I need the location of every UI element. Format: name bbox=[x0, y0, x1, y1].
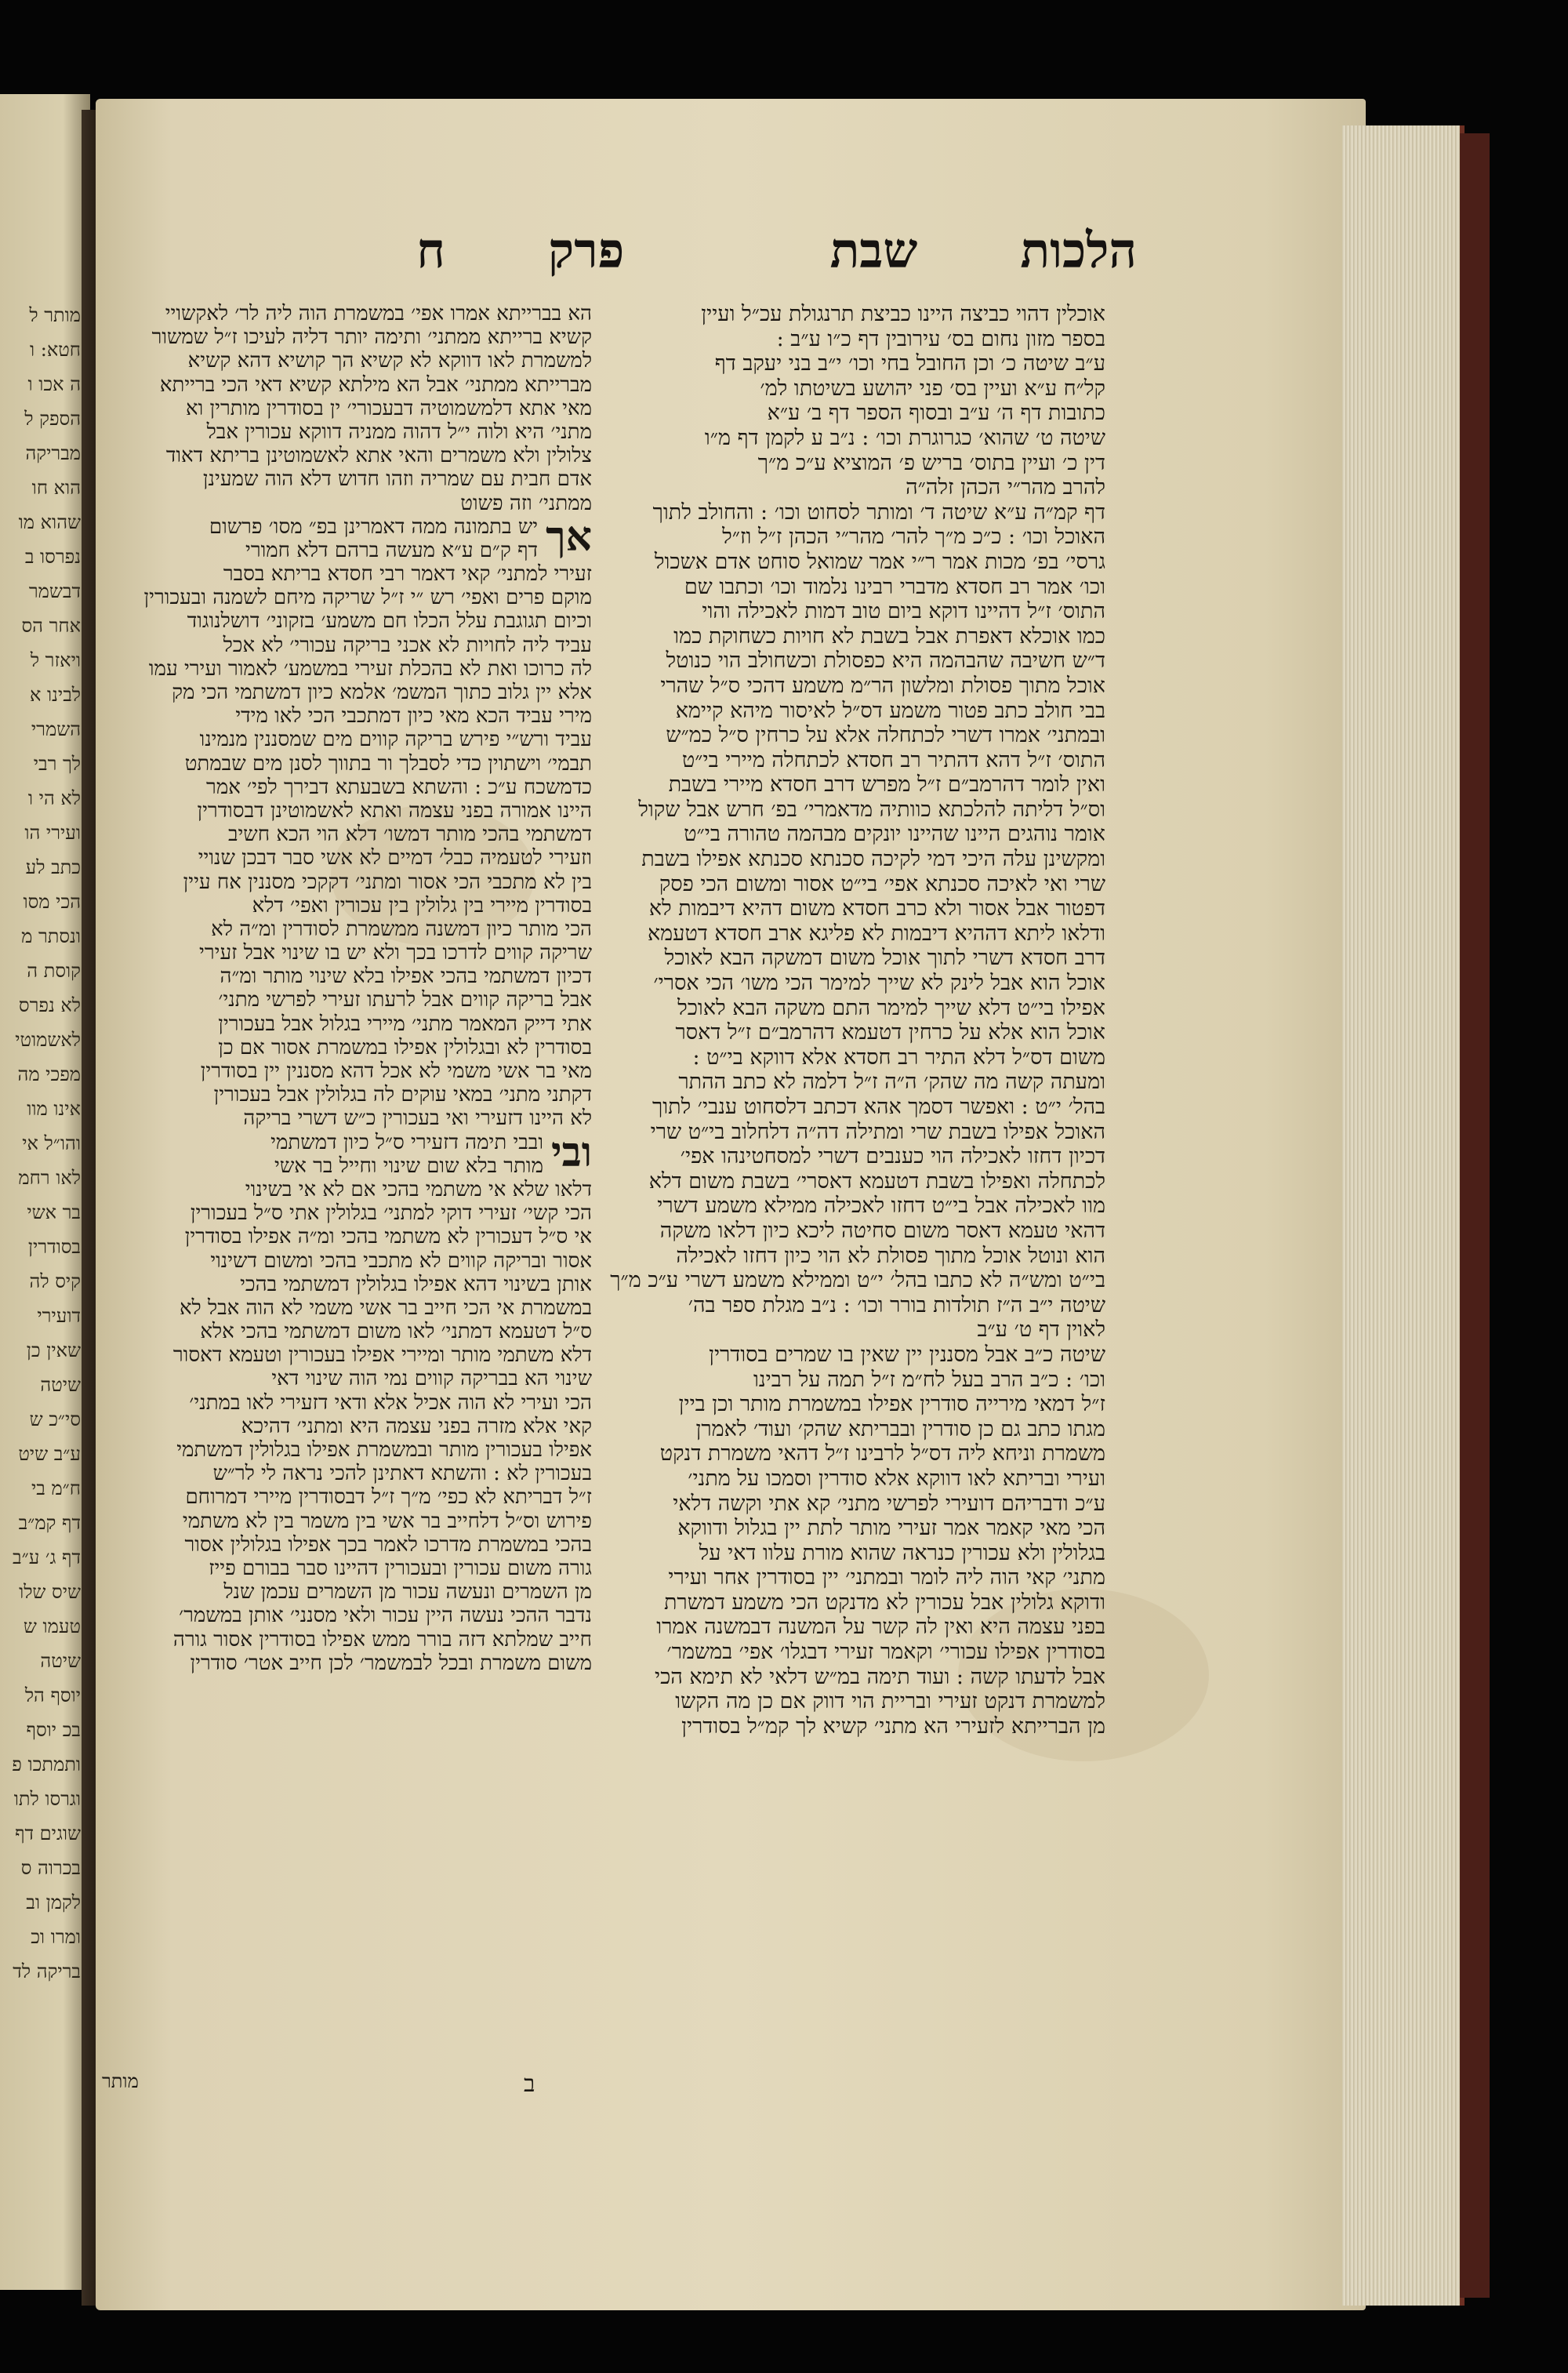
text-line: שיטה כ״ב אבל מסננין יין שאין בו שמרים בסודרין bbox=[709, 1342, 1105, 1367]
text-line: אי ס״ל דעכורין לא משתמי בהכי ומ״ה אפילו בסודרין bbox=[184, 1225, 592, 1249]
text-line: דקתני מתני׳ במאי עוקים לה בגלולין אבל בעכורין bbox=[213, 1083, 592, 1107]
text-line: דלא משתמי מותר ומיירי אפילו בעכורין וטעמא דאסור bbox=[172, 1343, 592, 1368]
text-line: שיטה י״ב ה״ז תולדות בורר וכו׳ : נ״ב מגלת ספר בה׳ bbox=[688, 1292, 1105, 1317]
text-line: ז״ל דמאי מירייה סודרין אפילו במשמרת מותר וכן ביין bbox=[678, 1392, 1105, 1417]
fragment-line: אינו מוו bbox=[27, 1098, 81, 1120]
text-line: אפילו בי״ט דלא שייך למימר התם משקה הבא לאוכל bbox=[677, 995, 1105, 1020]
text-line: לכתחלה ואפילו בשבת דטעמא דאסרי׳ בשבת משום דלא bbox=[648, 1168, 1105, 1194]
text-line: מאי בר אשי משמי לא אכל דהא מסננין יין בסודרין bbox=[200, 1059, 592, 1083]
text-line: קשיא ברייתא ממתני׳ ותימה יותר דליה לעיכו ז״ל שמשור bbox=[151, 325, 592, 350]
text-line: גרסי׳ בפ׳ מכות אמר ר״י אמר שמואל סוחט אדם אשכול bbox=[654, 549, 1105, 574]
text-line: האוכל וכו׳ : כ״כ מ״ך להר׳ מהר״י הכהן ז״ל וז״ל bbox=[722, 525, 1105, 550]
text-line: אפילו בעכורין מותר ובמשמרת אפילו בגלולין דמשתמי bbox=[176, 1438, 592, 1462]
fragment-line: חטא: ו bbox=[30, 339, 81, 361]
text-line: וזעירי לטעמיה כבל׳ דמיים לא אשי סבר דבכן שנויי bbox=[198, 846, 592, 870]
text-line: אוכלין דהוי כביצה היינו כביצת תרנגולת עכ״ל ועיין bbox=[701, 302, 1105, 326]
text-line: שיטה ט׳ שהוא׳ כגרוגרת וכו׳ : נ״ב ע לקמן דף מ״ו bbox=[704, 425, 1105, 450]
text-line: כדמשכח ע״כ : והשתא בשבעתא דבירך לפי׳ אמר bbox=[206, 775, 592, 799]
fragment-line: דף ג׳ ע״ב bbox=[13, 1546, 81, 1568]
text-line: משום משמרת ובכל לבמשמר׳ לכן חייב אטר׳ סודרין bbox=[190, 1651, 592, 1675]
section-initial-word: ובי bbox=[551, 1128, 592, 1176]
fragment-line: כתב לע bbox=[25, 856, 81, 878]
fragment-line: אחר הס bbox=[21, 615, 81, 637]
book-cover bbox=[1460, 133, 1490, 2298]
text-line: התוס׳ ז״ל דהיינו דוקא ביום טוב דמות לאכילה והוי bbox=[702, 599, 1105, 624]
text-line: בספר מזון נחום בס׳ עירובין דף כ״ו ע״ב : bbox=[776, 326, 1105, 351]
text-line: משום דס״ל דלא התיר רב חסדא אלא דווקא בי״ט : bbox=[692, 1045, 1105, 1070]
text-line: אבל בריקה קווים אבל לרעתו זעירי לפרשי מתני׳ bbox=[218, 988, 592, 1012]
text-line: זעירי למתני׳ קאי דאמר רבי חסדא בריתא בסבר bbox=[223, 562, 592, 587]
text-line: דין כ׳ ועיין בתוס׳ בריש פ׳ המוציא ע״כ מ״ך bbox=[757, 450, 1105, 475]
text-line: לא היינו דזעירי ואי בעכורין כ״ש דשרי בריקה bbox=[243, 1107, 592, 1131]
text-line: ובבי תימה דזעירי ס״ל כיון דמשתמי bbox=[270, 1130, 543, 1154]
fragment-line: קיס לה bbox=[29, 1270, 81, 1292]
text-line: מן השמרים ונעשה עכור מן השמרים עכמן שנל bbox=[223, 1580, 592, 1604]
fragment-line: מבריקה bbox=[25, 442, 81, 464]
text-line: נדבר ההכי נעשה היין עכור ולאי מסנני׳ אותן במשמר׳ bbox=[179, 1604, 592, 1628]
text-line: דמשתמי בהכי מותר דמשו׳ דלא הוי הכא חשיב bbox=[227, 823, 592, 847]
fragment-line: יוסף הל bbox=[24, 1684, 81, 1706]
text-line: בבי חולב כתב פטור משמע דס״ל לאיסור מיהא קיימא bbox=[675, 698, 1105, 723]
text-line: למשמרת לאו דווקא לא קשיא הך קושיא דהא קשיא bbox=[187, 349, 592, 373]
fragment-line: שיטה bbox=[40, 1650, 81, 1672]
fragment-line: לבינו א bbox=[29, 684, 81, 706]
text-line: ודוקא גלולין אבל עכורין לא מדנקט הכי משמע דמשרת bbox=[663, 1590, 1105, 1615]
header-chapter-number: ח bbox=[416, 222, 445, 279]
text-line: בסודרין מיירי בין גלולין בין עכורין ואפי׳ דלא bbox=[252, 893, 592, 918]
text-line: ע״ב שיטה כ׳ וכן החובל בחי וכו׳ י״ב בני יעקב דף bbox=[714, 351, 1105, 376]
fragment-line: השמרי bbox=[31, 718, 81, 740]
fragment-line: נפרסו ב bbox=[24, 546, 81, 568]
fragment-line: וגרסו לתו bbox=[13, 1788, 81, 1810]
fragment-line: דועירי bbox=[37, 1305, 81, 1327]
page-edges bbox=[1342, 125, 1465, 2306]
fragment-line: בכרוה ס bbox=[20, 1857, 81, 1879]
text-line: עביד ליה לחויות לא אכני בריקה עכורי׳ לא אכל bbox=[223, 633, 592, 657]
fragment-line: שיס שלו bbox=[19, 1581, 81, 1603]
text-line: למשמרת דנקט זעירי ובריית הוי דווק אם כן מה הקשו bbox=[675, 1689, 1105, 1714]
text-line: מתני׳ היא ולוה י״ל דהוה ממניה דווקא עכורין אבל bbox=[206, 420, 592, 444]
text-line: ודלאו ליתא דההיא דיבמות לא פליגא ארב חסדא דטעמא bbox=[647, 921, 1105, 946]
fragment-line: לאשמוטי bbox=[15, 1029, 81, 1051]
text-line: אדם חבית עם שמריה וזהו חדוש דלא הוה שמעינן bbox=[202, 467, 592, 492]
text-line: וכיום תגוגבת עלל הכלו חם משמע׳ בזקוני׳ דושלנוגוד bbox=[187, 609, 592, 634]
fragment-line: ע״ב שיט bbox=[18, 1443, 81, 1465]
fragment-line: בריקה לד bbox=[13, 1961, 81, 1982]
fragment-line: טעמו ש bbox=[23, 1615, 81, 1637]
text-line: דכיון דחזו לאכילה הוי כענבים דשרי למסחטינהו אפי׳ bbox=[680, 1144, 1105, 1169]
text-line: ועירי ובריתא לאו דווקא אלא סודרין וסמכו על מתני׳ bbox=[688, 1466, 1105, 1491]
text-line: הכי מאי קאמר אמר זעירי מותר לתת יין בגלול ודווקא bbox=[677, 1516, 1105, 1541]
text-line: במשמרת אי הכי חייב בר אשי משמי לא הוה אבל לא bbox=[179, 1296, 592, 1320]
text-line: מברייתא ממתני׳ אבל הא מילתא קשיא דאי הכי ברייתא bbox=[159, 372, 592, 397]
text-line: ע״כ ודבריהם דועירי לפרשי מתני׳ קא אתי וקשה דלאי bbox=[673, 1491, 1105, 1516]
text-line: היינו אמורה בפני עצמה ואתא לאשמוטינן דבסודרין bbox=[197, 798, 592, 823]
text-line: בפני עצמה היא ואין לה קשר על המשנה דבמשנה אמרו bbox=[656, 1615, 1105, 1640]
text-line: להרב מהר״י הכהן זלה״ה bbox=[906, 475, 1105, 500]
running-header bbox=[314, 212, 1137, 290]
text-line: מתני׳ קאי הוה ליה לומר ובמתני׳ יין בסודרין אחר ועירי bbox=[668, 1565, 1105, 1590]
fragment-line: קוסת ה bbox=[27, 960, 81, 982]
fragment-line: הכי מסו bbox=[23, 891, 81, 913]
fragment-line: מותר ל bbox=[29, 304, 81, 326]
fragment-line: ומרו וכ bbox=[31, 1926, 81, 1948]
fragment-line: ה אכו ו bbox=[27, 373, 81, 395]
text-line: אותן בשינוי דהא אפילו בגלולין דמשתמי בהכי bbox=[240, 1272, 592, 1296]
text-line: הא בברייתא אמרו אפי׳ במשמרת הוה ליה לר׳ לאקשויי bbox=[165, 302, 592, 325]
fragment-line: לך רבי bbox=[33, 753, 81, 775]
text-line: ז״ל דבריתא לא כפי׳ מ״ך ז״ל דבסודרין מיירי דמרוחם bbox=[185, 1485, 592, 1510]
fragment-line: בסודרין bbox=[27, 1236, 81, 1258]
text-line: וכו׳ אמר רב חסדא מדברי רבינו נלמוד וכו׳ וכתבו שם bbox=[684, 574, 1105, 599]
fragment-line: דף קמ״ב bbox=[18, 1512, 81, 1534]
right-text-column bbox=[604, 302, 1105, 1739]
text-line: כמו אוכלא דאפרת אבל בשבת לא חויות כשחוקת כמו bbox=[673, 623, 1105, 649]
fragment-line: והו״ל אי bbox=[22, 1132, 81, 1154]
fragment-line: מפכי מה bbox=[17, 1063, 81, 1085]
fragment-line: דבשמר bbox=[28, 580, 81, 602]
text-line: דלאו שלא אי משתמי בהכי אם לא אי בשינוי bbox=[245, 1177, 592, 1201]
text-line: אסור ובריקה קווים לא מתכבי בהכי ומשום דשינוי bbox=[210, 1248, 592, 1273]
fragment-line: סי״כ ש bbox=[29, 1408, 81, 1430]
text-line: מגתו כתב גם כן סודרין ובבריתא שהק׳ ועוד׳ לאמרן bbox=[695, 1416, 1105, 1441]
text-line: דף קמ״ה ע״א שיטה ד׳ ומותר לסחוט וכו׳ : והחולב לתוך bbox=[652, 500, 1105, 525]
text-line: קאי אלא מזרה בפני עצמה היא ומתני׳ דהיכא bbox=[241, 1414, 592, 1438]
text-line: ממתני׳ וזה פשוט bbox=[460, 491, 592, 515]
text-line: ס״ל דטעמא דמתני׳ לאו משום דמשתמי בהכי אלא bbox=[200, 1320, 592, 1344]
text-line: דכיון דמשתמי בהכי אפילו בלא שינוי מותר ומ״ה bbox=[220, 965, 592, 989]
text-line: הוא ונוטל אוכל מתוך פסולת לא הוי כיון דחזו לאכילה bbox=[676, 1243, 1105, 1268]
fragment-line: לא נפרס bbox=[18, 994, 81, 1016]
text-line: אתי דייק המאמר מתני׳ מיירי בגלול אבל בעכורין bbox=[218, 1012, 592, 1036]
previous-page-text bbox=[6, 298, 81, 1989]
fragment-line: שאין כן bbox=[26, 1339, 81, 1361]
previous-page-fragment bbox=[0, 94, 90, 2290]
text-line: אבל לדעתו קשה : ועוד תימה במ״ש דלאי לא תימא הכי bbox=[655, 1664, 1105, 1689]
text-line: עביד ורש״י פירש בריקה קווים מים שמסננין מנמינו bbox=[199, 728, 592, 752]
fragment-line: ונסתר מ bbox=[21, 925, 81, 947]
text-line: מותר בלא שום שינוי וחייל בר אשי bbox=[274, 1154, 543, 1178]
text-line: ומקשינן עלה היכי דמי לקיכה סכנתא סכנתא אפילו בשבת bbox=[641, 847, 1105, 872]
text-line: גורה משום עכורין ובעכורין דהיינו סבר בבורם פייז bbox=[209, 1556, 592, 1580]
text-line: צלולין ולא משמרים והאי אתא לאשמוטינן בריתא דאוד bbox=[165, 444, 592, 468]
text-line: דהאי טעמא דאסר משום סחיטה ליכא כיון דלאו משקה bbox=[659, 1218, 1105, 1243]
header-chapter-label: פרק bbox=[548, 222, 625, 279]
fragment-line: ועירי הו bbox=[24, 822, 81, 844]
text-line: בהל׳ י״ט : ואפשר דסמך אהא דכתב דלסחוט ענבי׳ לתוך bbox=[652, 1095, 1105, 1119]
left-text-column bbox=[106, 302, 592, 1675]
text-line: בסודרין אפילו עכורי׳ וקאמר זעירי דבגלו׳ אפי׳ במשמר׳ bbox=[666, 1640, 1105, 1665]
text-line: וס״ל דליתה להלכתא כוותיה מדאמרי׳ בפ׳ חרש אבל שקול bbox=[638, 797, 1105, 822]
text-line: ומעתה קשה מה שהק׳ ה״ה ז״ל דלמה לא כתב ההתר bbox=[678, 1070, 1105, 1095]
text-line: בגלולין ולא עכורין כנראה שהוא מורת עלוו דאי על bbox=[699, 1540, 1105, 1565]
text-line: קל״ח ע״א ועיין בס׳ פני יהושע בשיטתו למ׳ bbox=[760, 376, 1105, 401]
text-line: דף ק״ם ע״א מעשה ברהם דלא חמורי bbox=[245, 538, 539, 562]
text-line: פירוש וס״ל דלחייב בר אשי בין משמר בין לא משתמי bbox=[182, 1509, 592, 1533]
text-line: כתובות דף ה׳ ע״ב ובסוף הספר דף ב׳ ע״א bbox=[767, 401, 1105, 426]
header-title: הלכות bbox=[1020, 222, 1137, 279]
fragment-line: שיטה bbox=[40, 1374, 81, 1396]
text-line: אוכל מתוך פסולת ומלשון הר״מ משמע דהכי ס״ל שהרי bbox=[660, 673, 1105, 698]
text-line: אומר נוהגים היינו שהיינו יונקים מבהמה טהורה בי״ט bbox=[684, 822, 1105, 847]
text-line: בסודרין לא ובגלולין אפילו במשמרת אסור אם כן bbox=[218, 1035, 592, 1059]
fragment-line: ח״מ בי bbox=[31, 1477, 81, 1499]
text-line: אלא יין גלוב כתוך המשמ׳ אלמא כיון דמשתמי הכי מק bbox=[172, 681, 592, 704]
text-line: אוכל הוא אלא על כרחין דטעמא דהרמב״ם ז״ל דאסר bbox=[675, 1020, 1105, 1045]
fragment-line: שהוא מו bbox=[18, 511, 81, 533]
text-line: התוס׳ ז״ל דהא דהתיר רב חסדא לכתחלה מיירי בי״ט bbox=[681, 747, 1105, 772]
text-line: בהכי במשמרת מדרכו לאמר בכך אפילו בגלולין אסור bbox=[184, 1532, 592, 1557]
fragment-line: בכ יוסף bbox=[26, 1719, 81, 1741]
text-line: האוכל אפילו בשבת שרי ומתילה דה״ה דלחלוב בי״ט שרי bbox=[650, 1119, 1105, 1144]
text-line: ד״ש חשיבה שהבהמה היא כפסולת וכשחולב הוי כנוטל bbox=[666, 649, 1105, 674]
section-initial-word: אך bbox=[546, 512, 592, 561]
text-line: יש בתמונה ממה דאמרינן בפ״ מסו׳ פרשום bbox=[209, 514, 539, 539]
fragment-line: ותמתכו פ bbox=[12, 1753, 81, 1775]
text-line: בי״ט ומש״ה לא כתבו בהל׳ י״ט וממילא משמע דשרי ע״כ מ״ך bbox=[610, 1268, 1105, 1293]
text-line: ובמתני׳ אמרו דשרי לכתחלה אלא על כרחין ס״ל כמ״ש bbox=[666, 723, 1105, 748]
text-line: אוכל הוא אבל לינק לא שייך למימר הכי משו׳ הכי אסרי׳ bbox=[653, 971, 1105, 996]
text-line: תבמי׳ וישתוין כדי לסבלך ור בתווך לסנן מים שבמתט bbox=[184, 751, 592, 776]
text-line: הכי ועירי לא הוה אכיל אלא ודאי דזעירי לאו במתני׳ bbox=[189, 1390, 592, 1415]
fragment-line: לקמן וב bbox=[26, 1891, 81, 1913]
text-line: בין לא מתכבי הכי אסור ומתני׳ דקקכי מסננין אח עיין bbox=[183, 870, 592, 894]
fragment-line: הוא חו bbox=[31, 477, 81, 499]
fragment-line: לאו רחמ bbox=[18, 1167, 81, 1189]
text-line: שרי ואי לאיכה סכנתא אפי׳ בי״ט אסור ומשום הכי פסק bbox=[659, 871, 1105, 896]
text-line: לאוין דף ט׳ ע״ב bbox=[977, 1317, 1105, 1343]
fragment-line: שוגים דף bbox=[15, 1822, 81, 1844]
text-line: חייב שמלתא דזה בורר ממש אפילו בסודרין אסור גורה bbox=[172, 1627, 592, 1652]
text-line: משמרת וניחא ליה דס״ל לרבינו ז״ל דהאי משמרת דנקט bbox=[659, 1441, 1105, 1466]
text-line: דרב חסדא דשרי לתוך אוכל משום דמשקה הבא לאוכל bbox=[664, 946, 1105, 971]
signature-mark: ב bbox=[524, 2070, 535, 2098]
text-line: מאי אתא דלמשמוטיה דבעכורי׳ ין בסודרין מותרין וא bbox=[185, 396, 592, 420]
text-line: וכו׳ : כ״ב הרב בעל לח״מ ז״ל תמה על רבינו bbox=[753, 1367, 1105, 1392]
fragment-line: ויאזר ל bbox=[30, 649, 81, 671]
fragment-line: הספק ל bbox=[24, 408, 81, 430]
text-line: שינוי הא בבריקה קווים נמי הוה שינוי דאי bbox=[271, 1367, 592, 1391]
fragment-line: לא הי ו bbox=[27, 787, 81, 809]
text-line: דפטור אבל אסור ולא כרב חסדא משום דהיא דיבמות לא bbox=[648, 896, 1105, 921]
text-line: מוו לאכילה אבל בי״ט דחזו לאכילה ממילא משמע דשרי bbox=[657, 1194, 1105, 1219]
text-line: שריקה קווים לדרכו בכך ולא יש בו שינוי אבל זעירי bbox=[199, 941, 592, 965]
text-line: מן הברייתא לזעירי הא מתני׳ קשיא לך קמ״ל בסודרין bbox=[681, 1713, 1105, 1739]
text-line: הכי קשי׳ זעירי דוקי למתני׳ בגלולין אתי ס״ל בעכורין bbox=[190, 1201, 592, 1226]
text-line: בעכורין לא : והשתא דאתינן להכי נראה לי לר״ש bbox=[212, 1462, 592, 1486]
fragment-line: בר אשי bbox=[27, 1201, 81, 1223]
header-tractate: שבת bbox=[829, 222, 918, 279]
text-line: לה כרוכו ואת לא בהכלת זעירי במשמע׳ לאמור ועירי עמו bbox=[148, 656, 592, 681]
text-line: מוקם פרים ואפי׳ רש ״י ז״ל שריקה מיחם לשמנה ובעכורין bbox=[143, 586, 592, 610]
text-line: ואין לומר דהרמב״ם ז״ל מפרש דרב חסדא מיירי בשבת bbox=[668, 772, 1105, 798]
text-line: הכי מותר כיון דמשנה ממשמרת לסודרין ומ״ה לא bbox=[211, 917, 592, 941]
text-line: מירי עביד הכא מאי כיון דמתכבי הכי לאו מידי bbox=[235, 704, 592, 729]
catchword: מותר bbox=[102, 2070, 139, 2092]
